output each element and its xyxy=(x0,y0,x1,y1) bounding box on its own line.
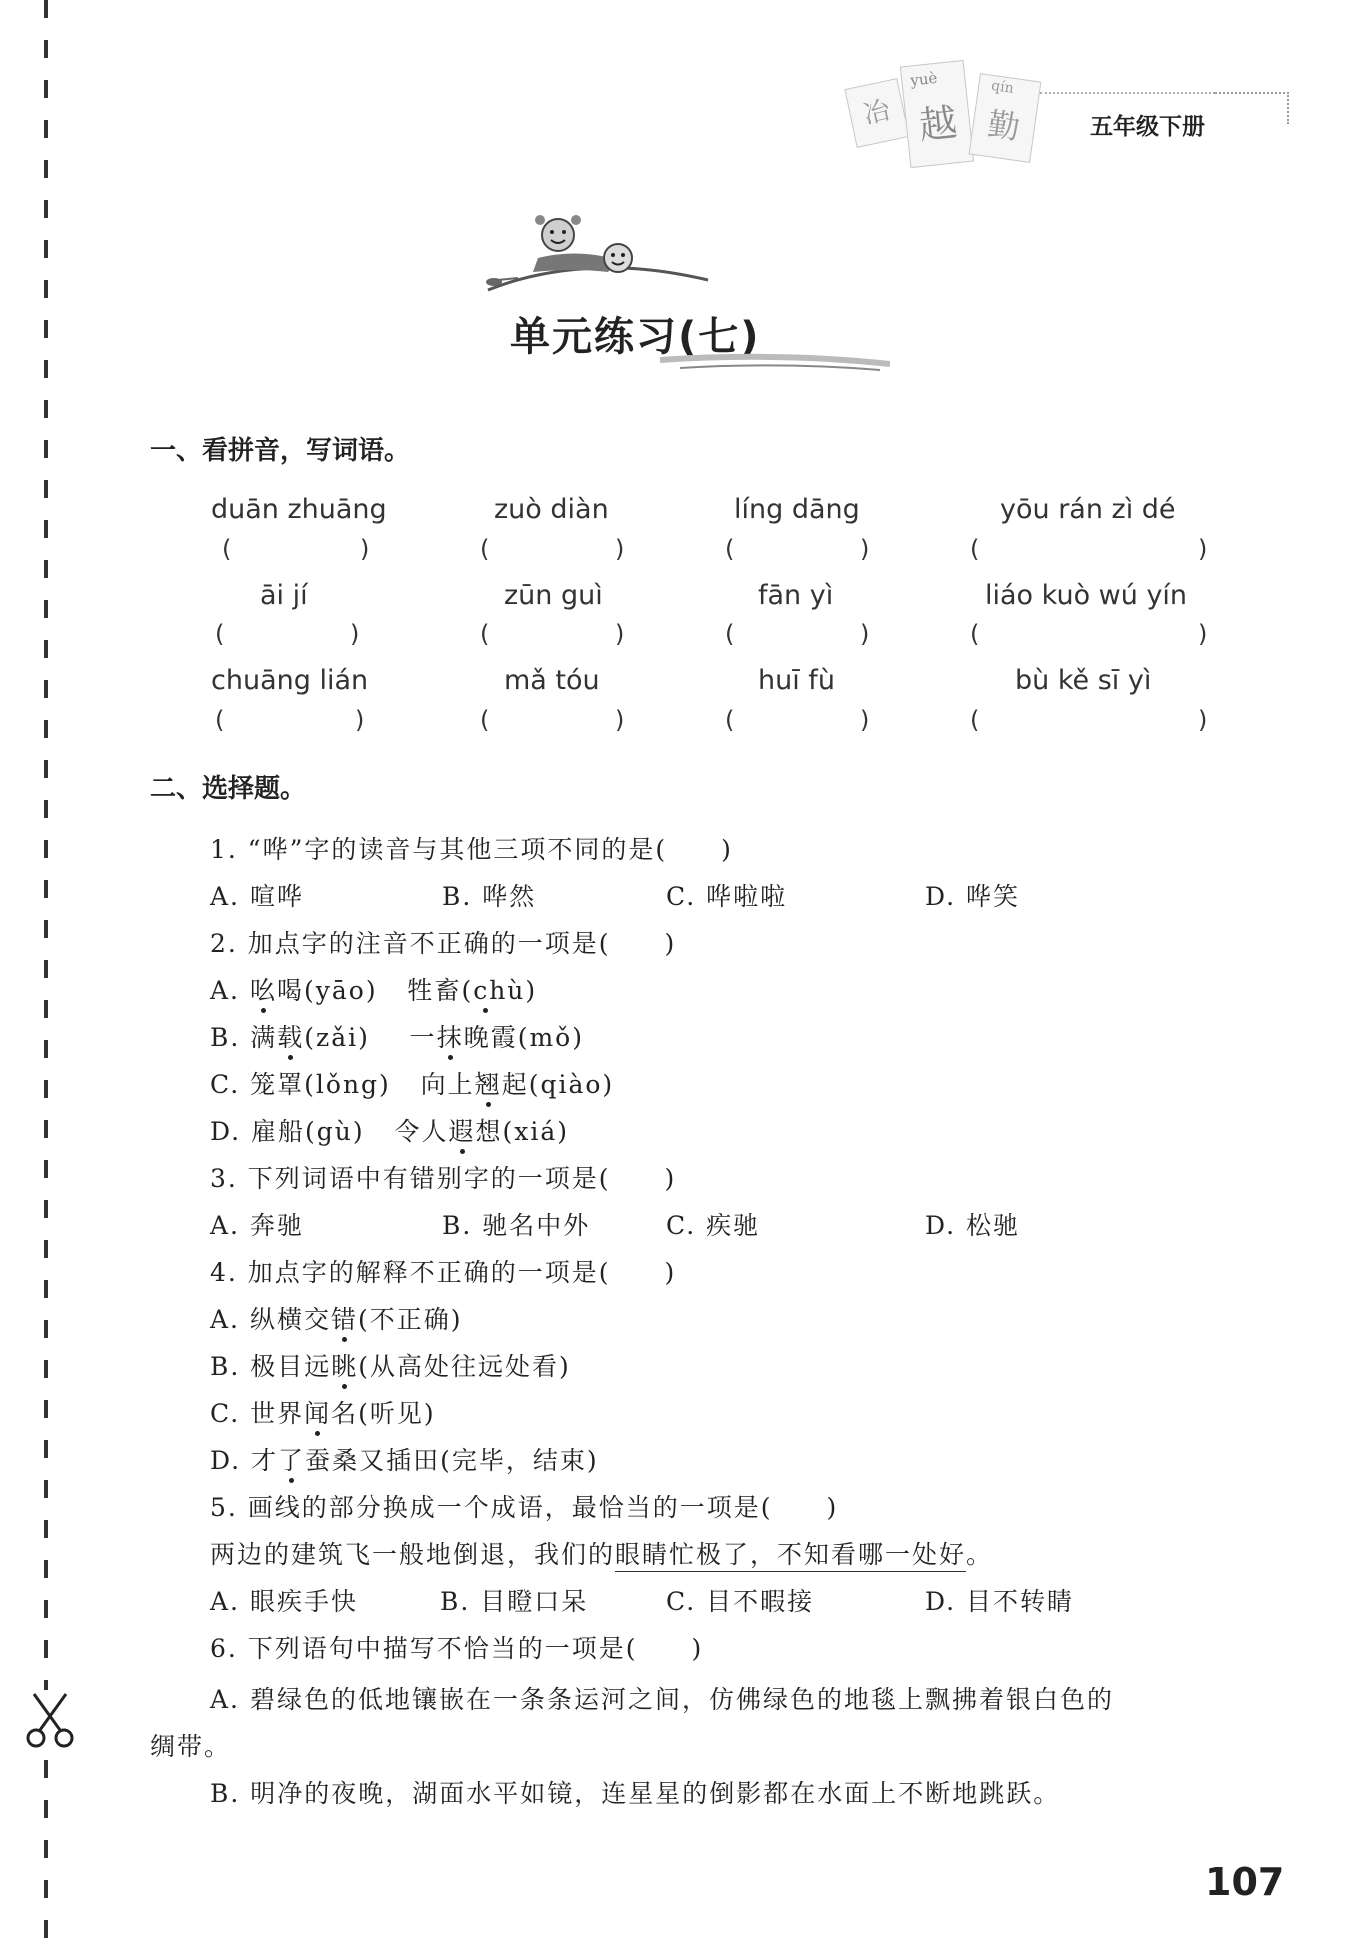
answer-paren-open: ( xyxy=(215,620,225,648)
q3-option-d: D. 松驰 xyxy=(925,1211,1021,1240)
page-title: 单元练习(七) xyxy=(510,314,761,360)
answer-paren-close: ) xyxy=(360,535,370,563)
pinyin-item: líng dāng xyxy=(734,494,860,525)
answer-paren-close: ) xyxy=(860,706,870,734)
title-swash xyxy=(660,352,890,374)
logo-card-3: qín 勤 xyxy=(969,73,1042,163)
answer-paren-close: ) xyxy=(615,706,625,734)
q2-option-a: A. 吆喝(yāo) 牲畜(chù) xyxy=(210,976,538,1005)
grade-label: 五年级下册 xyxy=(1090,114,1205,140)
pinyin-item: āi jí xyxy=(260,580,308,611)
answer-paren-open: ( xyxy=(970,620,980,648)
q3-option-b: B. 驰名中外 xyxy=(442,1211,591,1240)
pinyin-item: duān zhuāng xyxy=(211,494,387,525)
cut-line xyxy=(44,0,48,1958)
question-6-stem: 6. 下列语句中描写不恰当的一项是( ) xyxy=(210,1634,704,1663)
header-rule-end xyxy=(1215,92,1289,124)
pinyin-item: bù kě sī yì xyxy=(1015,665,1152,696)
header-rule xyxy=(1040,92,1215,94)
q2-option-d: D. 雇船(gù) 令人遐想(xiá) xyxy=(210,1117,570,1146)
q3-option-a: A. 奔驰 xyxy=(210,1211,304,1240)
logo-card-2: yuè 越 xyxy=(900,60,974,168)
q4-option-d: D. 才了蚕桑又插田(完毕，结束) xyxy=(210,1446,599,1475)
answer-paren-close: ) xyxy=(355,706,365,734)
q2-option-b: B. 满载(zǎi) 一抹晚霞(mǒ) xyxy=(210,1023,584,1052)
q5-option-b: B. 目瞪口呆 xyxy=(440,1587,589,1616)
q1-option-d: D. 哗笑 xyxy=(925,882,1021,911)
answer-paren-open: ( xyxy=(480,620,490,648)
section1-heading: 一、看拼音，写词语。 xyxy=(150,436,411,466)
answer-paren-open: ( xyxy=(725,620,735,648)
answer-paren-open: ( xyxy=(480,535,490,563)
pinyin-item: huī fù xyxy=(758,665,835,696)
pinyin-item: chuāng lián xyxy=(211,665,369,696)
answer-paren-close: ) xyxy=(615,535,625,563)
q6-option-a: A. 碧绿色的低地镶嵌在一条条运河之间，仿佛绿色的地毯上飘拂着银白色的 xyxy=(210,1685,1114,1714)
q3-option-c: C. 疾驰 xyxy=(666,1211,761,1240)
q5-option-d: D. 目不转睛 xyxy=(925,1587,1075,1616)
answer-paren-open: ( xyxy=(725,535,735,563)
q5-option-c: C. 目不暇接 xyxy=(666,1587,815,1616)
q4-option-c: C. 世界闻名(听见) xyxy=(210,1399,436,1428)
scissors-icon xyxy=(22,1690,78,1750)
answer-paren-close: ) xyxy=(860,620,870,648)
answer-paren-open: ( xyxy=(970,535,980,563)
logo-card-1: 冶 xyxy=(844,78,909,148)
answer-paren-close: ) xyxy=(860,535,870,563)
answer-paren-close: ) xyxy=(1198,620,1208,648)
page-number: 107 xyxy=(1205,1860,1285,1904)
answer-paren-open: ( xyxy=(970,706,980,734)
question-3-stem: 3. 下列词语中有错别字的一项是( ) xyxy=(210,1164,677,1193)
pinyin-item: yōu rán zì dé xyxy=(1000,494,1176,525)
publisher-logo xyxy=(850,55,1055,175)
q5-option-a: A. 眼疾手快 xyxy=(210,1587,358,1616)
answer-paren-close: ) xyxy=(615,620,625,648)
q4-option-a: A. 纵横交错(不正确) xyxy=(210,1305,463,1334)
answer-paren-open: ( xyxy=(480,706,490,734)
q5-sentence: 两边的建筑飞一般地倒退，我们的眼睛忙极了，不知看哪一处好。 xyxy=(210,1535,993,1571)
q6-option-a-cont: 绸带。 xyxy=(150,1732,232,1761)
q6-option-b: B. 明净的夜晚，湖面水平如镜，连星星的倒影都在水面上不断地跳跃。 xyxy=(210,1779,1061,1808)
question-4-stem: 4. 加点字的解释不正确的一项是( ) xyxy=(210,1258,677,1287)
q4-option-b: B. 极目远眺(从高处往远处看) xyxy=(210,1352,571,1381)
answer-paren-close: ) xyxy=(1198,535,1208,563)
pinyin-item: mǎ tóu xyxy=(504,665,600,696)
q2-option-c: C. 笼罩(lǒng) 向上翘起(qiào) xyxy=(210,1070,615,1099)
answer-paren-close: ) xyxy=(350,620,360,648)
q1-option-b: B. 哗然 xyxy=(442,882,537,911)
answer-paren-open: ( xyxy=(222,535,232,563)
q1-option-c: C. 哗啦啦 xyxy=(666,882,788,911)
question-1-stem: 1. “哗”字的读音与其他三项不同的是( ) xyxy=(210,835,733,864)
answer-paren-open: ( xyxy=(725,706,735,734)
question-2-stem: 2. 加点字的注音不正确的一项是( ) xyxy=(210,929,677,958)
pinyin-item: fān yì xyxy=(758,580,834,611)
question-5-stem: 5. 画线的部分换成一个成语，最恰当的一项是( ) xyxy=(210,1493,839,1522)
pinyin-item: zuò diàn xyxy=(494,494,609,525)
pinyin-item: liáo kuò wú yín xyxy=(985,580,1188,611)
section2-heading: 二、选择题。 xyxy=(150,774,307,804)
pinyin-item: zūn guì xyxy=(504,580,603,611)
q1-option-a: A. 喧哗 xyxy=(210,882,304,911)
kids-illustration xyxy=(478,210,718,300)
answer-paren-open: ( xyxy=(215,706,225,734)
answer-paren-close: ) xyxy=(1198,706,1208,734)
